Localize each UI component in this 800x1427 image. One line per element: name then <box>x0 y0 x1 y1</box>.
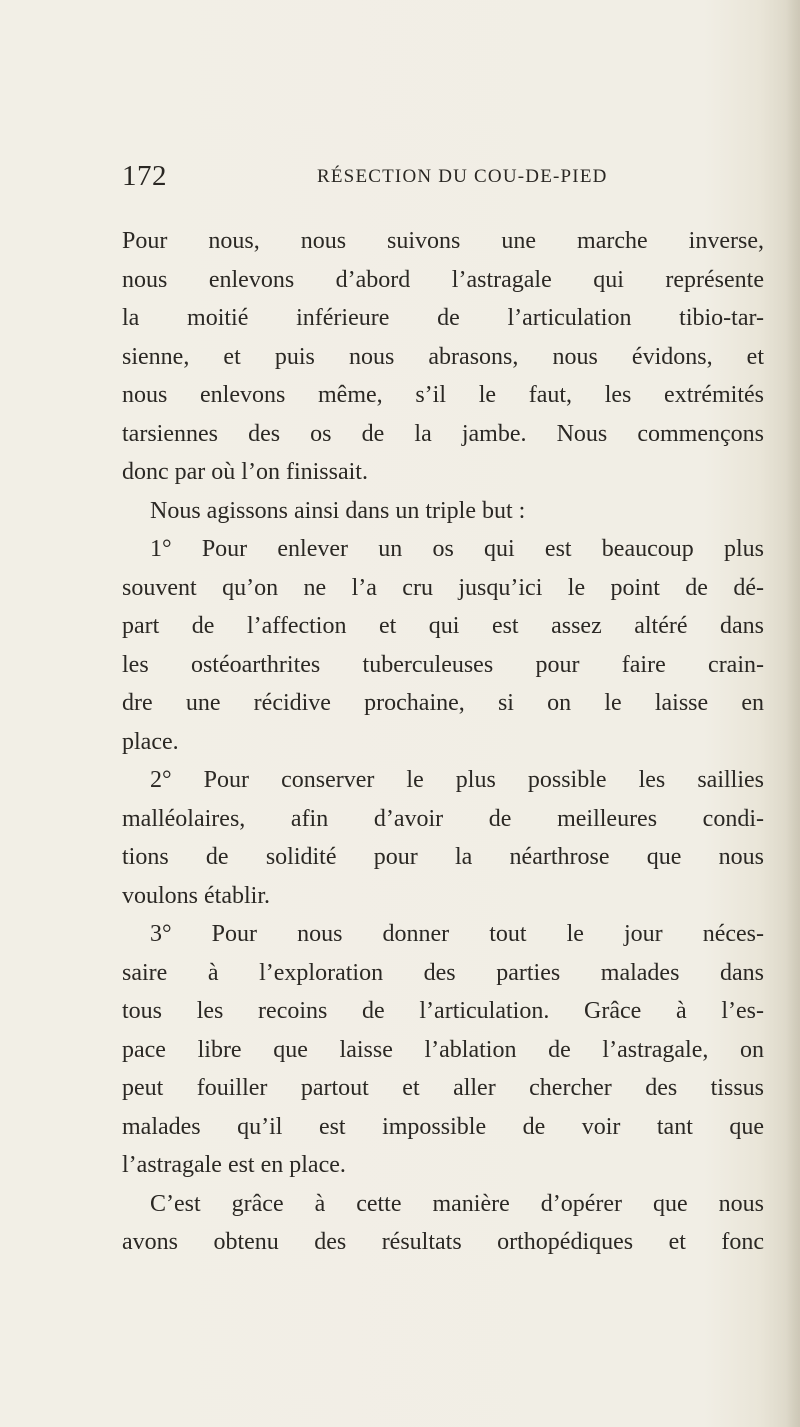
text-line: sienne, et puis nous abrasons, nous évidons, et <box>122 343 764 370</box>
text-line: 2° Pour conserver le plus possible les saillies <box>150 767 764 793</box>
text-line: tarsiennes des os de la jambe. Nous commençons <box>122 420 764 447</box>
text-line: pace libre que laisse l’ablation de l’astragale, on <box>122 1036 764 1063</box>
text-line: tous les recoins de l’articulation. Grâce à l’es- <box>122 998 764 1024</box>
text-line: nous enlevons même, s’il le faut, les extrémités <box>122 382 764 408</box>
body-text <box>122 222 764 1262</box>
text-line: les ostéoarthrites tuberculeuses pour faire crain- <box>122 651 764 678</box>
text-line: Pour nous, nous suivons une marche inverse, <box>122 228 764 254</box>
text-line: avons obtenu des résultats orthopédiques et fonc <box>122 1229 764 1255</box>
text-line: place. <box>122 728 179 755</box>
running-head <box>122 160 762 200</box>
text-line: donc par où l’on finissait. <box>122 459 368 485</box>
text-line: 3° Pour nous donner tout le jour néces- <box>150 921 764 947</box>
text-line: peut fouiller partout et aller chercher des tissus <box>122 1075 764 1101</box>
text-line: la moitié inférieure de l’articulation tibio-tar- <box>122 305 764 331</box>
text-line: 1° Pour enlever un os qui est beaucoup plus <box>150 536 764 562</box>
text-line: voulons établir. <box>122 882 270 909</box>
text-line: C’est grâce à cette manière d’opérer que nous <box>150 1190 764 1217</box>
page-edge-shadow <box>786 0 800 1427</box>
text-line: malléolaires, afin d’avoir de meilleures condi- <box>122 805 764 832</box>
text-line: saire à l’exploration des parties malades dans <box>122 959 764 986</box>
page-number: 172 <box>122 160 167 192</box>
running-head-title: RÉSECTION DU COU-DE-PIED <box>317 166 608 187</box>
text-line: dre une récidive prochaine, si on le laisse en <box>122 690 764 716</box>
text-line: part de l’affection et qui est assez altéré dans <box>122 613 764 639</box>
text-line: l’astragale est en place. <box>122 1152 346 1178</box>
text-line: malades qu’il est impossible de voir tant que <box>122 1113 764 1140</box>
text-line: Nous agissons ainsi dans un triple but : <box>150 497 526 524</box>
text-line: nous enlevons d’abord l’astragale qui représente <box>122 266 764 293</box>
text-line: tions de solidité pour la néarthrose que nous <box>122 844 764 870</box>
text-line: souvent qu’on ne l’a cru jusqu’ici le point de dé- <box>122 574 764 601</box>
